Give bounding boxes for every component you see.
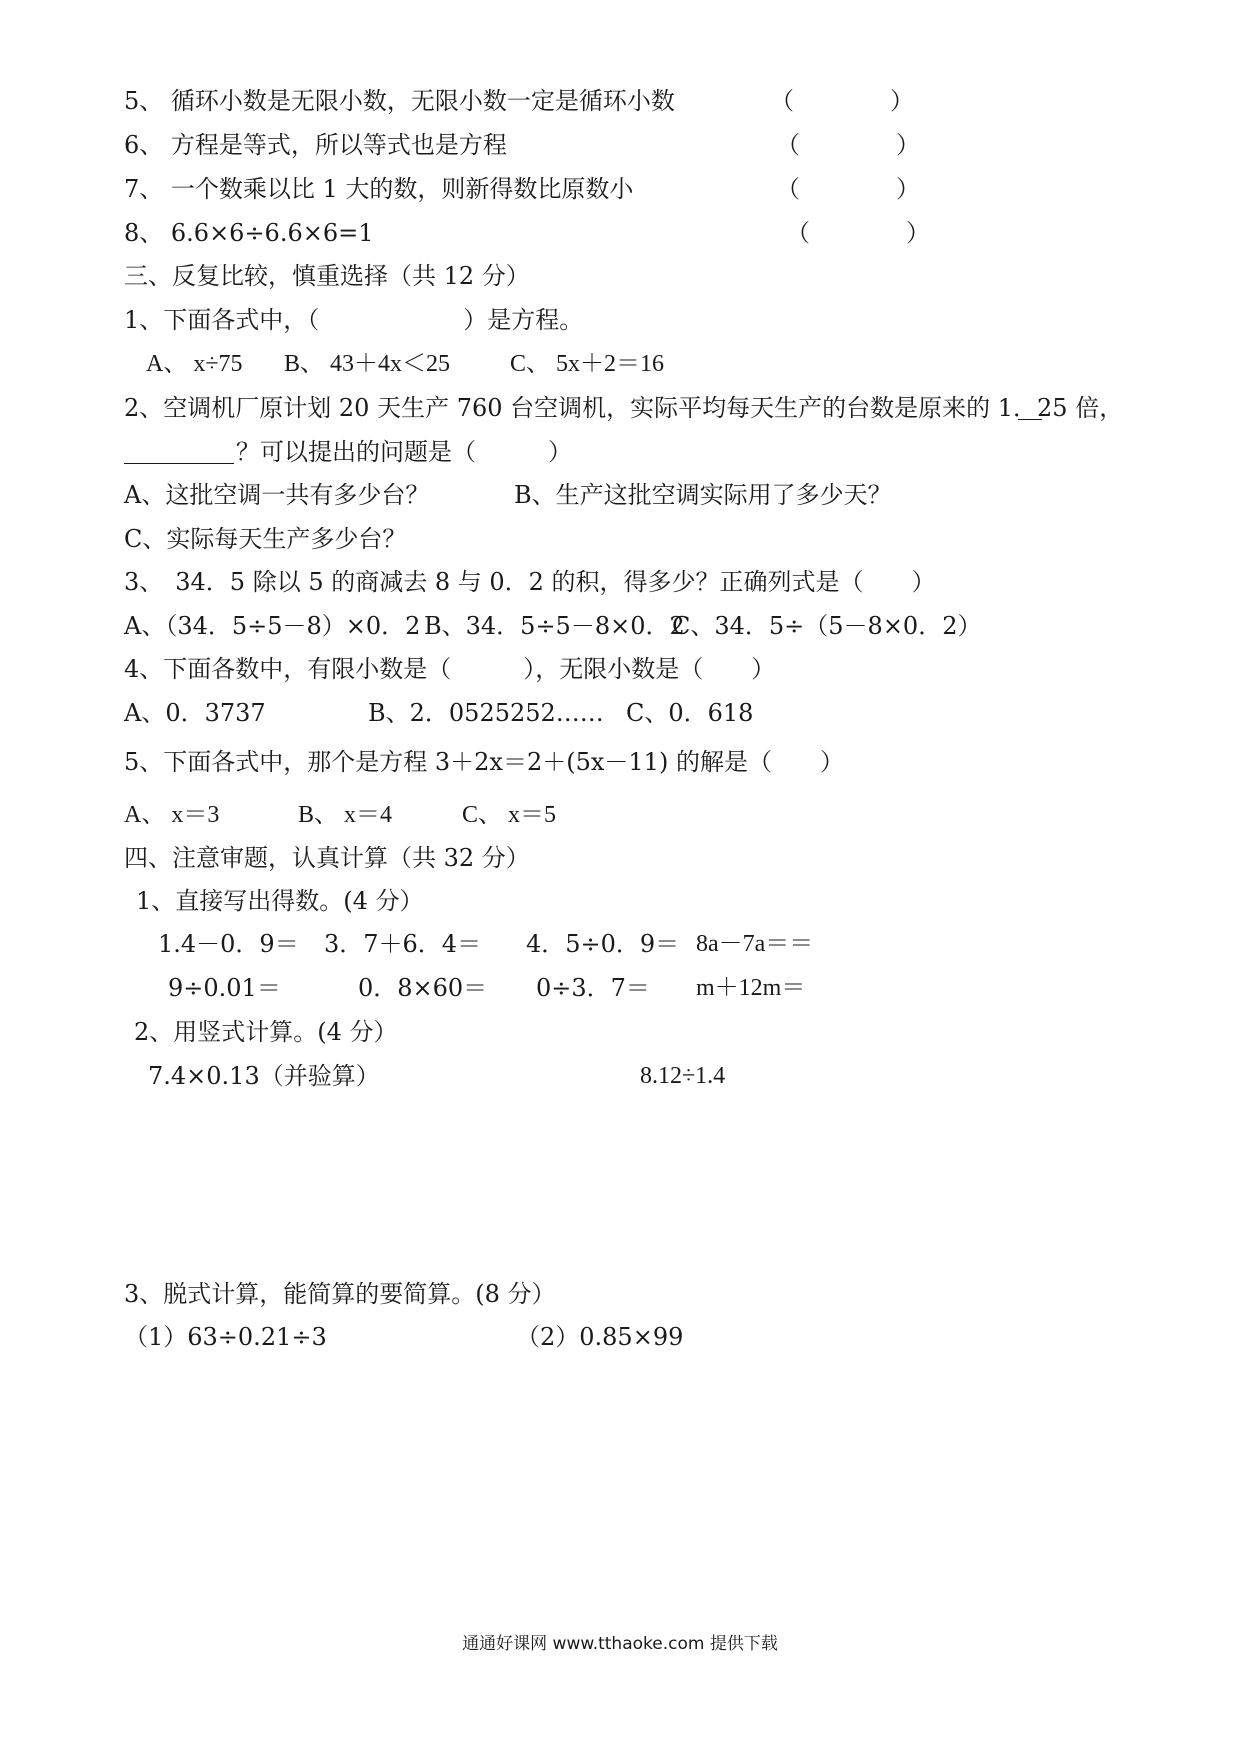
problem-title: 2、用竖式计算。(4 分） <box>134 1018 398 1046</box>
judgment-item-7 <box>124 174 633 204</box>
answer-bracket: （ ） <box>786 219 930 247</box>
option-c: C、0．618 <box>626 699 754 727</box>
vertical-calc-right: 8.12÷1.4 <box>640 1063 726 1089</box>
section-title: 四、注意审题，认真计算（共 32 分） <box>124 844 530 872</box>
option-a: A、 x＝3 <box>124 802 220 828</box>
option-a: A、0．3737 <box>124 699 266 727</box>
option-a: A、（34．5÷5－8）×0．2 <box>124 612 421 640</box>
calc-item: 4．5÷0．9＝ <box>526 930 680 958</box>
calc-item: m＋12m＝ <box>696 975 806 1001</box>
option-c: C、实际每天生产多少台？ <box>124 525 407 553</box>
answer-blank <box>124 441 234 464</box>
calc-item: 3．7＋6．4＝ <box>324 930 482 958</box>
question-stem-continued: ？可以提出的问题是（ ） <box>236 438 572 466</box>
calc-item: 0．8×60＝ <box>358 974 488 1002</box>
question-stem: 2、空调机厂原计划 20 天生产 760 台空调机，实际平均每天生产的台数是原来的 1．25 倍， <box>124 394 1124 422</box>
option-a: A、这批空调一共有多少台？ <box>124 481 430 509</box>
judgment-text: 6、 方程是等式，所以等式也是方程 <box>124 131 507 159</box>
footer-credit: 通通好课网 www.tthaoke.com 提供下载 <box>462 1634 778 1654</box>
judgment-text: 5、 循环小数是无限小数，无限小数一定是循环小数 <box>124 87 675 115</box>
question-stem: 4、下面各数中，有限小数是（ ），无限小数是（ ） <box>124 655 776 683</box>
answer-bracket: （ ） <box>770 87 914 115</box>
judgment-item-8 <box>124 218 373 248</box>
answer-bracket: （ ） <box>776 175 920 203</box>
step-calc-right: （2）0.85×99 <box>516 1323 684 1351</box>
option-c: C、 5x＋2＝16 <box>510 351 665 377</box>
judgment-item-6 <box>124 130 507 160</box>
option-b: B、 43＋4x＜25 <box>284 351 451 377</box>
option-a: A、 x÷75 <box>146 351 243 377</box>
question-stem: 5、下面各式中，那个是方程 3＋2x＝2＋(5x－11) 的解是（ ） <box>124 748 844 776</box>
calc-item: 9÷0.01＝ <box>168 974 281 1002</box>
vertical-calc-left: 7.4×0.13（并验算） <box>148 1062 380 1090</box>
option-b: B、2．0525252…… <box>368 699 604 727</box>
option-c: C、 x＝5 <box>462 802 557 828</box>
option-b: B、34．5÷5－8×0．2 <box>424 612 685 640</box>
answer-blank <box>1018 397 1042 420</box>
calc-item: 0÷3．7＝ <box>536 974 650 1002</box>
calc-item: 8a－7a＝＝ <box>696 931 814 957</box>
section-title: 三、反复比较，慎重选择（共 12 分） <box>124 262 530 290</box>
question-stem: 3、 34．5 除以 5 的商减去 8 与 0．2 的积，得多少？正确列式是（ ） <box>124 568 936 596</box>
answer-bracket: （ ） <box>776 131 920 159</box>
judgment-item-5 <box>124 86 675 116</box>
calc-item: 1.4－0．9＝ <box>158 930 299 958</box>
option-b: B、生产这批空调实际用了多少天？ <box>514 481 892 509</box>
step-calc-left: （1）63÷0.21÷3 <box>124 1323 327 1351</box>
option-c: C、34．5÷（5－8×0．2） <box>672 612 982 640</box>
judgment-text: 8、 6.6×6÷6.6×6=1 <box>124 219 374 247</box>
option-b: B、 x＝4 <box>298 802 393 828</box>
judgment-text: 7、 一个数乘以比 1 大的数，则新得数比原数小 <box>124 175 634 203</box>
problem-title: 1、直接写出得数。(4 分） <box>136 887 424 915</box>
problem-title: 3、脱式计算，能简算的要简算。(8 分） <box>124 1280 556 1308</box>
question-stem: 1、下面各式中，（ ）是方程。 <box>124 306 584 334</box>
